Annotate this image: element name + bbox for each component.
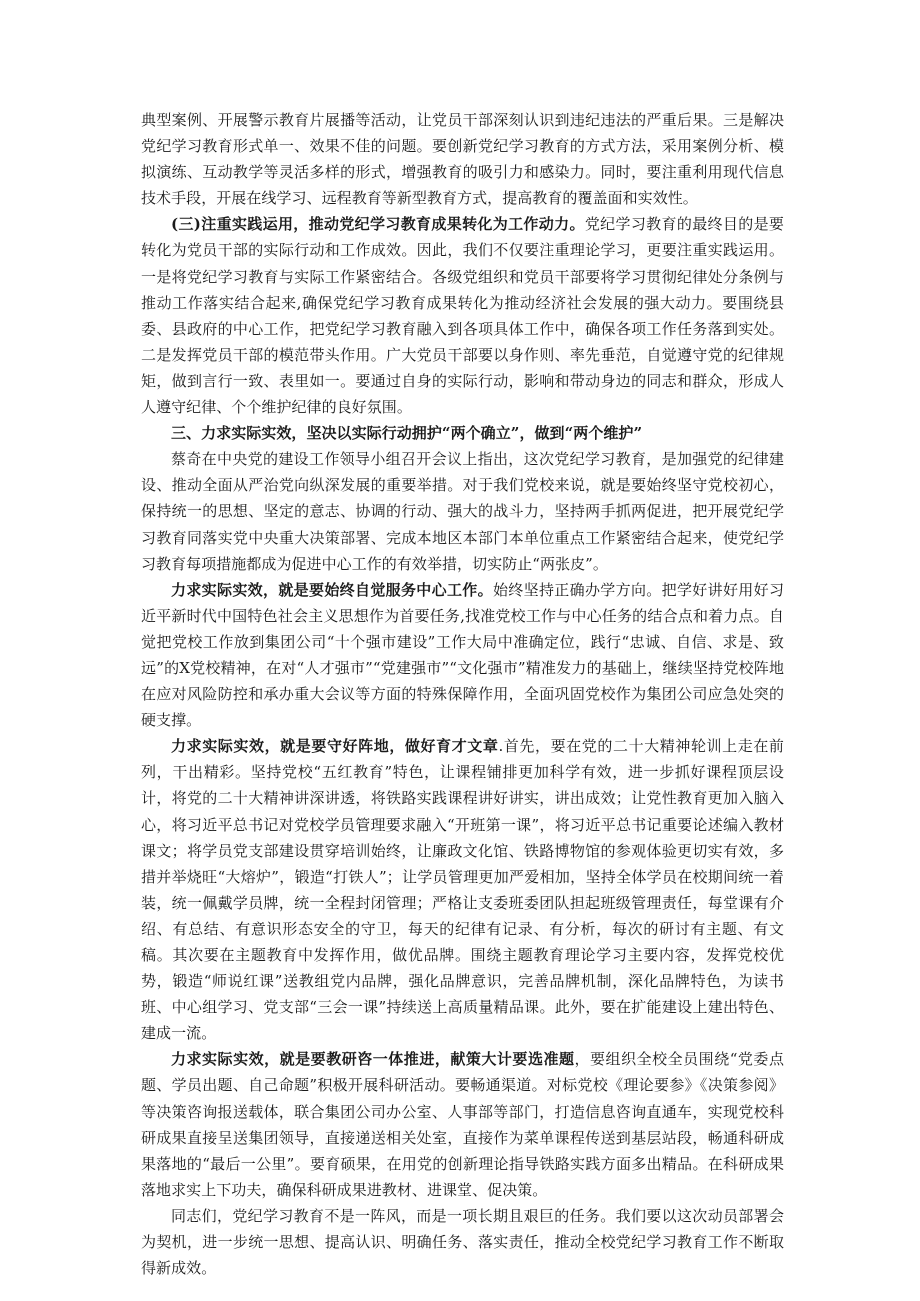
paragraph-lead: (三)注重实践运用，推动党纪学习教育成果转化为工作动力。: [171, 215, 585, 234]
paragraph-text: 始终坚持正确办学方向。把学好讲好用好习近平新时代中国特色社会主义思想作为首要任务,找准党校工作与中心任务的结合点和着力点。自觉把党校工作放到集团公司“十个强市建设”工作大局中准确定位，践行“忠诚、自信、求是、致远”的X党校精神，在对“人才强市”“党建强市”“文化强市”精准发力的基础上，继续坚持党校阵地在应对风险防控和承办重大会议等方面的特殊保障作用，全面巩固党校作为集团公司应急处突的硬支撑。: [141, 580, 784, 730]
paragraph-closing: [141, 1203, 784, 1281]
paragraph-text: 典型案例、开展警示教育片展播等活动，让党员干部深刻认识到违纪违法的严重后果。三是解决党纪学习教育形式单一、效果不佳的问题。要创新党纪学习教育的方式方法，采用案例分析、模拟演练、互动教学等灵活多样的形式，增强教育的吸引力和感染力。同时，要注重利用现代信息技术手段，开展在线学习、远程教育等新型教育方式，提高教育的覆盖面和实效性。: [141, 111, 784, 208]
section-heading-text: 三、力求实际实效，坚决以实际行动拥护“两个确立”，做到“两个维护”: [171, 424, 643, 443]
paragraph-text: 蔡奇在中央党的建设工作领导小组召开会议上指出，这次党纪学习教育，是加强党的纪律建设、推动全面从严治党向纵深发展的重要举措。对于我们党校来说，就是要始终坚守党校初心，保持统一的思想、坚定的意志、协调的行动、强大的战斗力，坚持两手抓两促进，把开展党纪学习教育同落实党中央重大决策部署、完成本地区本部门本单位重点工作紧密结合起来，使党纪学习教育每项措施都成为促进中心工作的有效举措，切实防止“两张皮”。: [141, 450, 784, 573]
paragraph-lead: 力求实际实效，就是要守好阵地，做好育才文章: [171, 737, 499, 756]
document-page: [141, 107, 784, 1281]
paragraph-serve-center: [141, 577, 784, 734]
paragraph-text: 党纪学习教育的最终目的是要转化为党员干部的实际行动和工作成效。因此，我们不仅要注重理论学习，更要注重实践运用。一是将党纪学习教育与实际工作紧密结合。各级党组织和党员干部要将学习贯彻纪律处分条例与推动工作落实结合起来,确保党纪学习教育成果转化为推动经济社会发展的强大动力。要围绕县委、县政府的中心工作，把党纪学习教育融入到各项具体工作中，确保各项工作任务落到实处。二是发挥党员干部的模范带头作用。广大党员干部要以身作则、率先垂范，自觉遵守党的纪律规矩，做到言行一致、表里如一。要通过自身的实际行动，影响和带动身边的同志和群众，形成人人遵守纪律、个个维护纪律的良好氛围。: [141, 215, 784, 417]
paragraph-text: 同志们，党纪学习教育不是一阵风，而是一项长期且艰巨的任务。我们要以这次动员部署会为契机，进一步统一思想、提高认识、明确任务、落实责任，推动全校党纪学习教育工作不断取得新成效。: [141, 1206, 784, 1278]
paragraph-research-consulting: [141, 1046, 784, 1203]
paragraph-practice-application: [141, 211, 784, 420]
paragraph-lead: 力求实际实效，就是要教研咨一体推进，献策大计要选准题: [171, 1050, 575, 1069]
paragraph-guard-position: [141, 733, 784, 1046]
section-heading-three: [141, 420, 784, 446]
paragraph-text: .首先，要在党的二十大精神轮训上走在前列，干出精彩。坚持党校“五红教育”特色，让课程铺排更加科学有效，进一步抓好课程顶层设计，将党的二十大精神讲深讲透，将铁路实践课程讲好讲实，讲出成效；让党性教育更加入脑入心，将习近平总书记对党校学员管理要求融入“开班第一课”，将习近平总书记重要论述编入教材课文；将学员党支部建设贯穿培训始终，让廉政文化馆、铁路博物馆的参观体验更切实有效，多措并举烧旺“大熔炉”，锻造“打铁人”；让学员管理更加严爱相加，坚持全体学员在校期间统一着装，统一佩戴学员牌，统一全程封闭管理；严格让支委班委团队担起班级管理责任，每堂课有介绍、有总结、有意识形态安全的守卫，每天的纪律有记录、有分析，每次的研讨有主题、有文稿。其次要在主题教育中发挥作用，做优品牌。围绕主题教育理论学习主要内容，发挥党校优势，锻造“师说红课”送教组党内品牌，强化品牌意识，完善品牌机制，深化品牌特色，为读书班、中心组学习、党支部“三会一课”持续送上高质量精品课。此外，要在扩能建设上建出特色、建成一流。: [141, 737, 784, 1043]
paragraph-text: ，要组织全校全员围绕“党委点题、学员出题、自己命题”积极开展科研活动。要畅通渠道。对标党校《理论要参》《决策参阅》等决策咨询报送载体，联合集团公司办公室、人事部等部门，打造信息咨询直通车，实现党校科研成果直接呈送集团领导，直接递送相关处室，直接作为菜单课程传送到基层站段，畅通科研成果落地的“最后一公里”。要育硕果，在用党的创新理论指导铁路实践方面多出精品。在科研成果落地求实上下功夫，确保科研成果进教材、进课堂、促决策。: [141, 1050, 784, 1199]
paragraph-continuation: [141, 107, 784, 211]
paragraph-lead: 力求实际实效，就是要始终自觉服务中心工作。: [171, 580, 493, 599]
paragraph-caiqi-remarks: [141, 446, 784, 576]
